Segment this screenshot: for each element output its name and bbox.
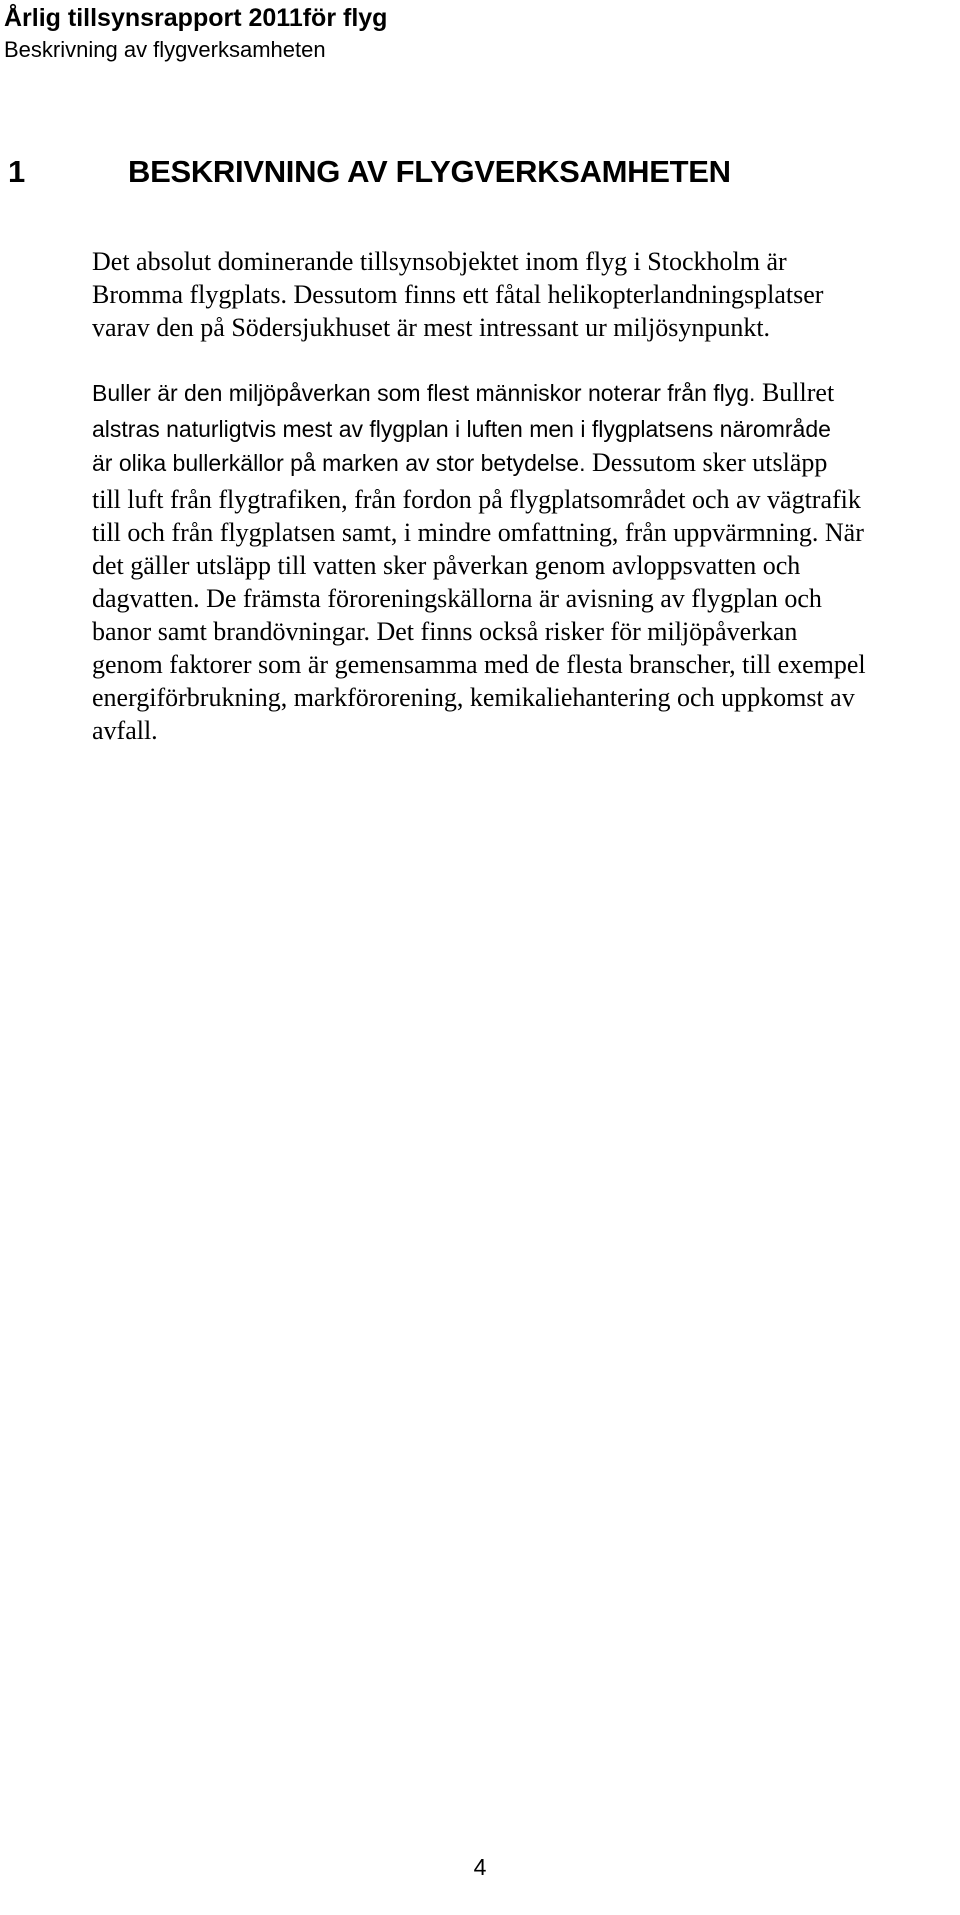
paragraph-line: genom faktorer som är gemensamma med de flesta branscher, till exempel	[92, 650, 866, 679]
paragraph-line: alstras naturligtvis mest av flygplan i luften men i flygplatsens närområde	[92, 416, 831, 442]
running-header-subtitle: Beskrivning av flygverksamheten	[4, 37, 326, 62]
paragraph-line	[92, 446, 960, 483]
paragraph-line: varav den på Södersjukhuset är mest intressant ur miljösynpunkt.	[92, 313, 771, 342]
paragraph-line: dagvatten. De främsta föroreningskällorna är avisning av flygplan och	[92, 584, 822, 613]
paragraph-line	[92, 376, 960, 413]
paragraph-line: avfall.	[92, 716, 158, 745]
running-header-title: Årlig tillsynsrapport 2011för flyg	[4, 4, 388, 32]
section-heading	[8, 152, 731, 192]
paragraph-text-sans: är olika bullerkällor på marken av stor betydelse.	[92, 450, 586, 476]
paragraph-line: till och från flygplatsen samt, i mindre omfattning, från uppvärmning. När	[92, 518, 864, 547]
paragraph-line: Bromma flygplats. Dessutom finns ett fåtal helikopterlandningsplatser	[92, 280, 824, 309]
section-title: BESKRIVNING AV FLYGVERKSAMHETEN	[128, 154, 731, 189]
paragraph-line: det gäller utsläpp till vatten sker påverkan genom avloppsvatten och	[92, 551, 801, 580]
paragraph-line: energiförbrukning, markförorening, kemikaliehantering och uppkomst av	[92, 683, 855, 712]
paragraph-text-serif: Bullret	[755, 378, 835, 407]
paragraph-line: till luft från flygtrafiken, från fordon på flygplatsområdet och av vägtrafik	[92, 485, 861, 514]
page-number: 4	[473, 1854, 487, 1880]
paragraph-text-sans: Buller är den miljöpåverkan som flest människor noterar från flyg.	[92, 380, 756, 406]
paragraph-intro	[92, 245, 960, 344]
section-number: 1	[8, 154, 25, 189]
paragraph-impact	[92, 376, 960, 747]
paragraph-line: Det absolut dominerande tillsynsobjektet inom flyg i Stockholm är	[92, 247, 787, 276]
paragraph-text-serif: Dessutom sker utsläpp	[585, 448, 828, 477]
paragraph-line: banor samt brandövningar. Det finns också risker för miljöpåverkan	[92, 617, 798, 646]
